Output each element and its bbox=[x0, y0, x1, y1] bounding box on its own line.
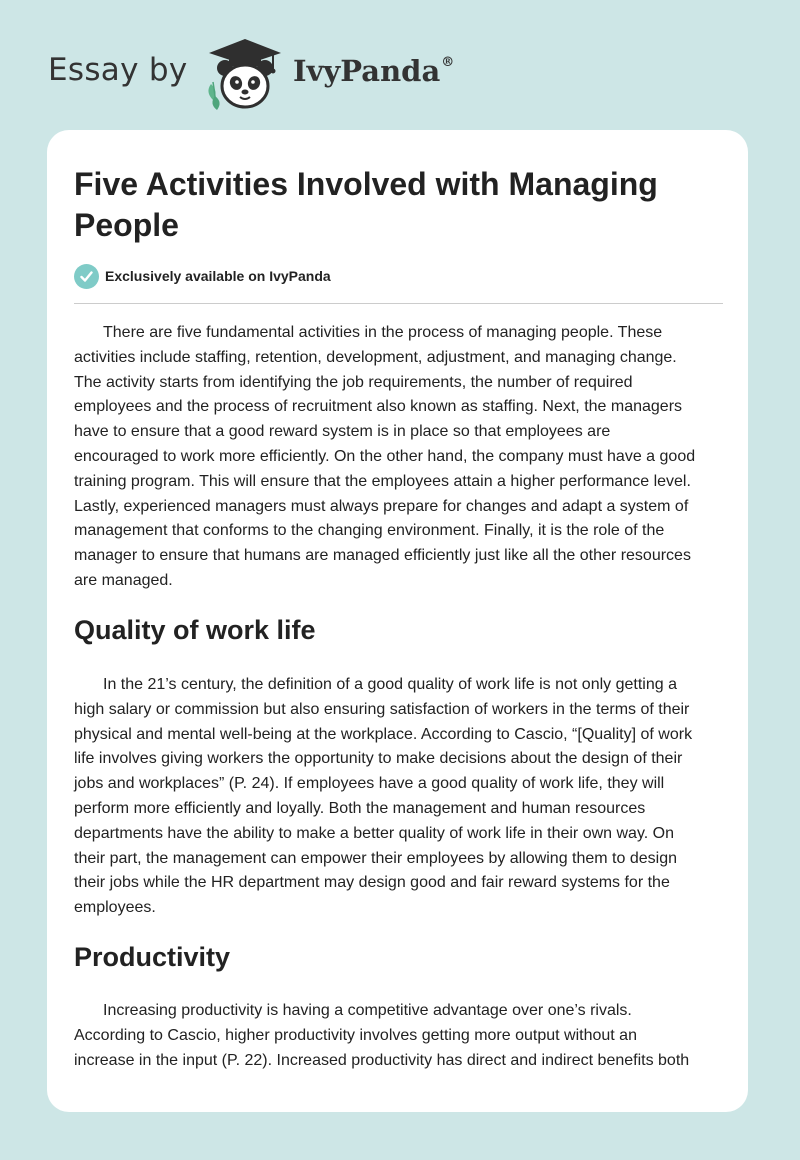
text-line: high salary or commission but also ensuring satisfaction of workers in the terms of their bbox=[74, 700, 690, 718]
text-line: training program. This will ensure that the employees attain a higher performance level. bbox=[74, 472, 691, 490]
brand-name[interactable] bbox=[293, 54, 454, 88]
text-line: their jobs while the HR department may design good and fair reward systems for the bbox=[74, 874, 670, 892]
essay-by-label: Essay by bbox=[48, 52, 188, 88]
text-line: According to Cascio, higher productivity involves getting more output without an bbox=[74, 1026, 637, 1044]
intro-paragraph bbox=[74, 321, 726, 594]
text-line: In the 21’s century, the definition of a good quality of work life is not only getting a bbox=[103, 676, 677, 693]
check-circle-icon bbox=[74, 264, 99, 289]
text-line: employees and the process of recruitment also known as staffing. Next, the managers bbox=[74, 398, 683, 416]
page-title: Five Activities Involved with Managing People bbox=[74, 166, 658, 243]
brand-text: IvyPanda bbox=[293, 54, 441, 88]
text-line: have to ensure that a good reward system is in place so that employees are bbox=[74, 423, 611, 441]
text-line: their part, the management can empower their employees by allowing them to design bbox=[74, 849, 677, 867]
text-line: departments have the ability to make a better quality of work life in their own way. On bbox=[74, 824, 674, 842]
text-line: physical and mental well-being at the workplace. According to Cascio, “[Quality] of work bbox=[74, 725, 693, 743]
text-line: There are five fundamental activities in the process of managing people. These bbox=[103, 324, 663, 341]
exclusive-label: Exclusively available on IvyPanda bbox=[105, 268, 331, 284]
text-line: activities include staffing, retention, development, adjustment, and managing change. bbox=[74, 348, 677, 366]
section-heading-productivity: Productivity bbox=[74, 942, 231, 972]
panda-graduate-icon[interactable] bbox=[203, 34, 287, 110]
productivity-paragraph bbox=[74, 999, 726, 1073]
text-line: life involves giving workers the opportunity to make decisions about the design of their bbox=[74, 750, 683, 768]
text-line: Increasing productivity is having a competitive advantage over one’s rivals. bbox=[103, 1002, 632, 1019]
text-line: encouraged to work more efficiently. On the other hand, the company must have a good bbox=[74, 447, 696, 465]
text-line: perform more efficiently and loyally. Both the management and human resources bbox=[74, 799, 646, 817]
exclusive-badge bbox=[74, 263, 331, 289]
essay-card bbox=[47, 130, 748, 1112]
text-line: The activity starts from identifying the job requirements, the number of required bbox=[74, 373, 633, 391]
divider bbox=[74, 303, 723, 304]
text-line: are managed. bbox=[74, 571, 173, 589]
text-line: management that conforms to the changing environment. Finally, it is the role of the bbox=[74, 522, 665, 540]
text-line: increase in the input (P. 22). Increased productivity has direct and indirect benefits both bbox=[74, 1051, 690, 1069]
text-line: Lastly, experienced managers must always prepare for changes and adapt a system of bbox=[74, 497, 689, 515]
registered-mark: ® bbox=[441, 55, 455, 71]
section-heading-quality-of-work-life: Quality of work life bbox=[74, 615, 316, 645]
quality-paragraph bbox=[74, 673, 726, 921]
text-line: jobs and workplaces” (P. 24). If employees have a good quality of work life, they will bbox=[74, 775, 665, 793]
site-header bbox=[0, 0, 800, 130]
text-line: manager to ensure that humans are managed efficiently just like all the other resources bbox=[74, 547, 691, 565]
text-line: employees. bbox=[74, 899, 156, 917]
